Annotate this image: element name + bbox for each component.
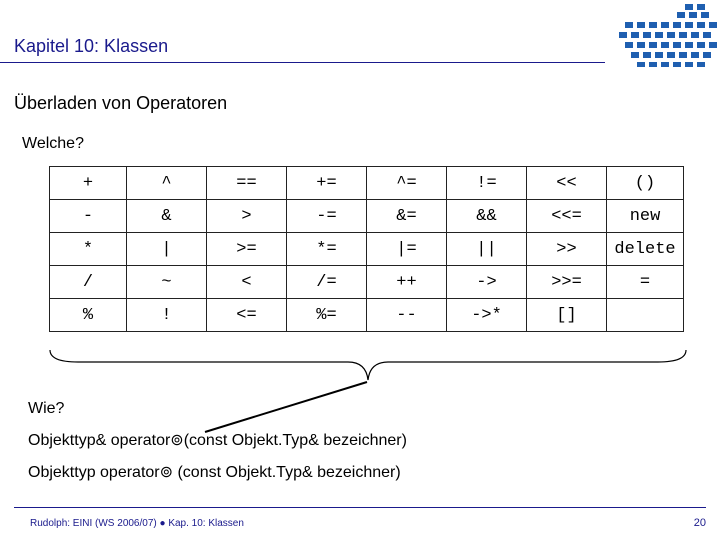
section-title: Überladen von Operatoren — [14, 93, 228, 113]
table-row — [50, 299, 684, 332]
chapter-title: Kapitel 10: Klassen — [14, 36, 169, 56]
how-label: Wie? — [28, 400, 65, 417]
operator-cell: | — [127, 233, 207, 266]
signature-value: Objekttyp operator⊚ (const Objekt.Typ& bezeichner) — [28, 464, 401, 481]
operator-cell: [] — [527, 299, 607, 332]
operator-cell: % — [50, 299, 127, 332]
table-row — [50, 233, 684, 266]
operator-cell: ! — [127, 299, 207, 332]
operator-cell: /= — [287, 266, 367, 299]
operator-cell: << — [527, 167, 607, 200]
operator-cell: &= — [367, 200, 447, 233]
operator-cell: < — [207, 266, 287, 299]
header-divider — [0, 62, 605, 63]
university-logo-icon — [615, 2, 719, 68]
operator-cell: != — [447, 167, 527, 200]
table-row — [50, 266, 684, 299]
table-row — [50, 167, 684, 200]
operator-cell: <= — [207, 299, 287, 332]
operator-table — [49, 166, 684, 332]
operator-cell: / — [50, 266, 127, 299]
footer-divider — [14, 507, 706, 508]
operator-cell: %= — [287, 299, 367, 332]
operator-cell: <<= — [527, 200, 607, 233]
table-row — [50, 200, 684, 233]
operator-cell: >> — [527, 233, 607, 266]
operator-cell — [607, 299, 684, 332]
operator-cell: && — [447, 200, 527, 233]
operator-cell: delete — [607, 233, 684, 266]
operator-cell: ^ — [127, 167, 207, 200]
signature-reference: Objekttyp& operator⊚(const Objekt.Typ& bezeichner) — [28, 432, 407, 449]
operator-cell: + — [50, 167, 127, 200]
operator-cell: -- — [367, 299, 447, 332]
operator-cell: += — [287, 167, 367, 200]
operator-cell: -= — [287, 200, 367, 233]
operator-cell: ++ — [367, 266, 447, 299]
operator-cell: ^= — [367, 167, 447, 200]
operator-cell: > — [207, 200, 287, 233]
operator-cell: () — [607, 167, 684, 200]
operator-cell: == — [207, 167, 287, 200]
operator-cell: = — [607, 266, 684, 299]
operator-cell: |= — [367, 233, 447, 266]
operator-cell: ->* — [447, 299, 527, 332]
operator-cell: new — [607, 200, 684, 233]
operator-cell: *= — [287, 233, 367, 266]
curly-brace-icon — [48, 348, 688, 384]
operator-cell: >>= — [527, 266, 607, 299]
operator-cell: & — [127, 200, 207, 233]
operator-cell: * — [50, 233, 127, 266]
section-subtitle: Welche? — [22, 135, 84, 152]
operator-cell: - — [50, 200, 127, 233]
page-number: 20 — [693, 517, 706, 529]
operator-cell: -> — [447, 266, 527, 299]
footer-text: Rudolph: EINI (WS 2006/07) ● Kap. 10: Klassen — [30, 518, 244, 529]
operator-cell: || — [447, 233, 527, 266]
operator-cell: >= — [207, 233, 287, 266]
operator-cell: ~ — [127, 266, 207, 299]
